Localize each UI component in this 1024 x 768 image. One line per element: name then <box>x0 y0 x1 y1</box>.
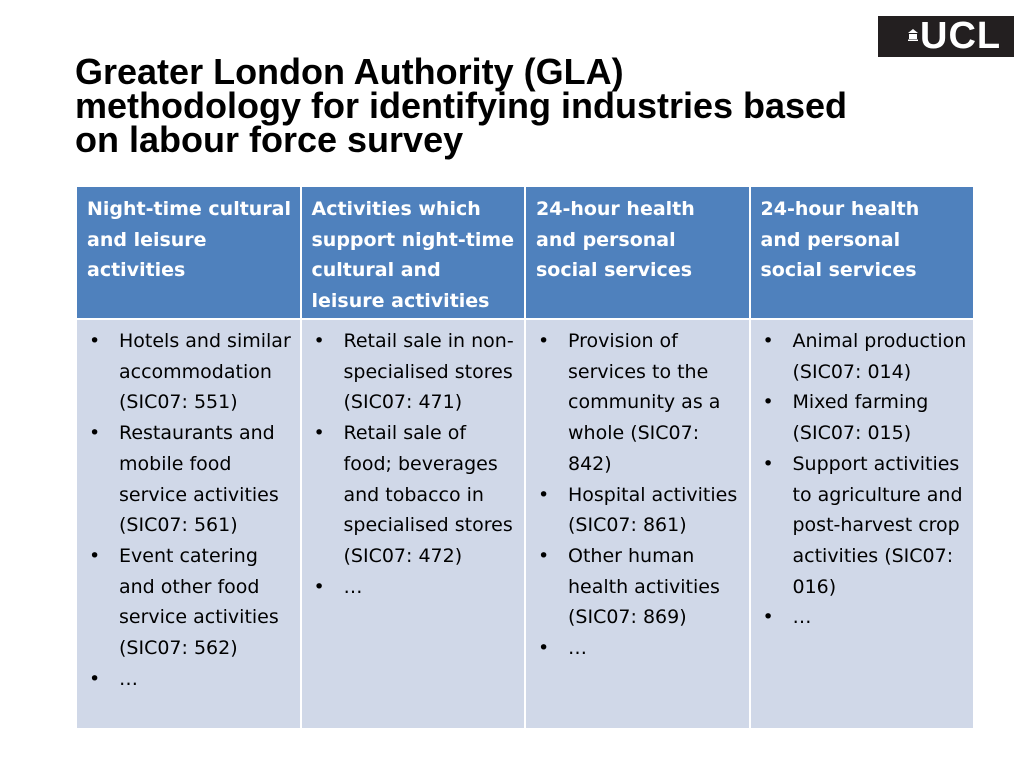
list-item: • Provision of services to the community as a whole (SIC07: 842) <box>536 326 745 480</box>
bullet-list <box>536 326 745 664</box>
list-item: • … <box>761 602 970 633</box>
list-item: • Hospital activities (SIC07: 861) <box>536 480 745 541</box>
table-header-row <box>76 186 974 319</box>
list-item: • … <box>312 572 521 603</box>
list-item: • Retail sale in non-specialised stores (SIC07: 471) <box>312 326 521 418</box>
list-item: • Retail sale of food; beverages and tobacco in specialised stores (SIC07: 472) <box>312 418 521 572</box>
table-cell <box>76 319 301 729</box>
list-item: • … <box>87 664 296 695</box>
list-item: • Other human health activities (SIC07: 869) <box>536 541 745 633</box>
bullet-list <box>761 326 970 633</box>
bullet-list <box>312 326 521 602</box>
page-title: Greater London Authority (GLA) methodology for identifying industries based on labour force survey <box>75 51 848 160</box>
table-cell <box>301 319 526 729</box>
logo-text: UCL <box>920 15 1002 57</box>
list-item: • Animal production (SIC07: 014) <box>761 326 970 387</box>
table-cell <box>525 319 750 729</box>
portico-icon <box>908 29 918 41</box>
list-item: • Hotels and similar accommodation (SIC07: 551) <box>87 326 296 418</box>
column-header: Night-time cultural and leisure activities <box>76 186 301 319</box>
industry-table <box>75 185 975 730</box>
column-header: Activities which support night-time cultural and leisure activities <box>301 186 526 319</box>
bullet-list <box>87 326 296 694</box>
table-row <box>76 319 974 729</box>
list-item: • Restaurants and mobile food service activities (SIC07: 561) <box>87 418 296 541</box>
list-item: • Event catering and other food service activities (SIC07: 562) <box>87 541 296 664</box>
table-cell <box>750 319 975 729</box>
list-item: • Mixed farming (SIC07: 015) <box>761 387 970 448</box>
list-item: • … <box>536 633 745 664</box>
ucl-logo <box>878 16 1014 57</box>
list-item: • Support activities to agriculture and post-harvest crop activities (SIC07: 016) <box>761 449 970 603</box>
column-header: 24-hour health and personal social services <box>525 186 750 319</box>
column-header: 24-hour health and personal social services <box>750 186 975 319</box>
